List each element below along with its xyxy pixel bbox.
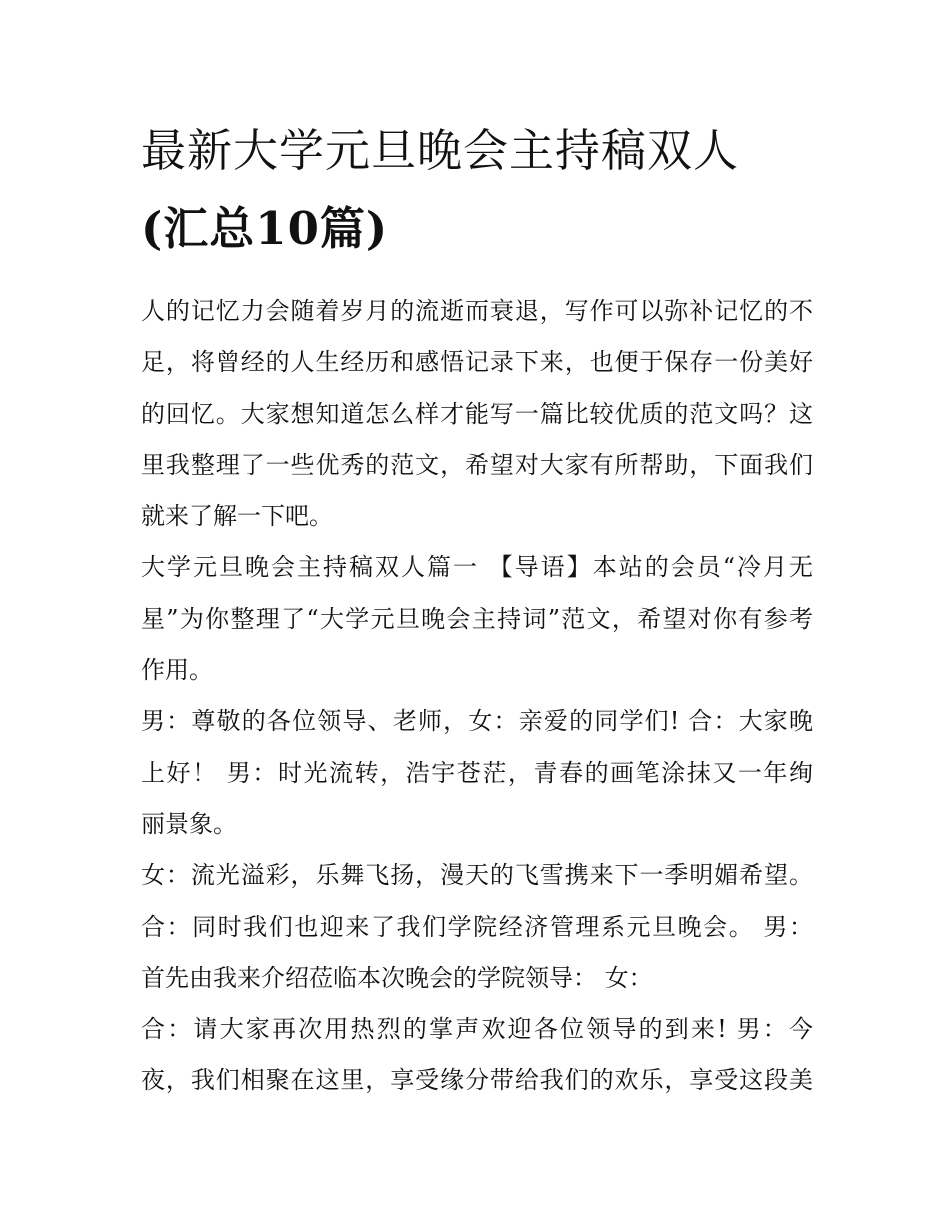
text-line: 夜，我们相聚在这里，享受缘分带给我们的欢乐，享受这段美 — [141, 1066, 813, 1095]
text-line: 大学元旦晚会主持稿双人篇一 【导语】本站的会员“冷月无 — [141, 553, 813, 582]
text-line: 星”为你整理了“大学元旦晚会主持词”范文，希望对你有参考 — [141, 604, 813, 633]
dialogue-paragraph — [141, 696, 813, 850]
intro-paragraph — [141, 286, 813, 542]
text-line: 就来了解一下吧。 — [141, 502, 333, 531]
text-line: 的回忆。大家想知道怎么样才能写一篇比较优质的范文吗？这 — [141, 399, 813, 428]
dialogue-paragraph — [141, 1004, 813, 1107]
text-line: 里我整理了一些优秀的范文，希望对大家有所帮助，下面我们 — [141, 450, 813, 479]
text-line: 合：同时我们也迎来了我们学院经济管理系元旦晚会。 男： — [141, 912, 813, 941]
document-page — [141, 112, 813, 1107]
text-line: 男：尊敬的各位领导、老师，女：亲爱的同学们! 合：大家晚 — [141, 707, 813, 736]
title-line-2: (汇总10篇) — [141, 202, 389, 255]
title-line-1: 最新大学元旦晚会主持稿双人 — [141, 124, 740, 177]
text-line: 作用。 — [141, 656, 213, 685]
text-line: 女：流光溢彩，乐舞飞扬，漫天的飞雪携来下一季明媚希望。 — [141, 861, 813, 890]
text-line: 首先由我来介绍莅临本次晚会的学院领导： 女： — [141, 963, 653, 992]
text-line: 丽景象。 — [141, 809, 237, 838]
dialogue-paragraph — [141, 850, 813, 1004]
section-one-paragraph — [141, 542, 813, 696]
text-line: 足，将曾经的人生经历和感悟记录下来，也便于保存一份美好 — [141, 348, 813, 377]
text-line: 合：请大家再次用热烈的掌声欢迎各位领导的到来! 男：今 — [141, 1015, 813, 1044]
document-title — [141, 112, 813, 268]
text-line: 人的记忆力会随着岁月的流逝而衰退，写作可以弥补记忆的不 — [141, 297, 813, 325]
text-line: 上好！ 男：时光流转，浩宇苍茫，青春的画笔涂抹又一年绚 — [141, 758, 813, 787]
